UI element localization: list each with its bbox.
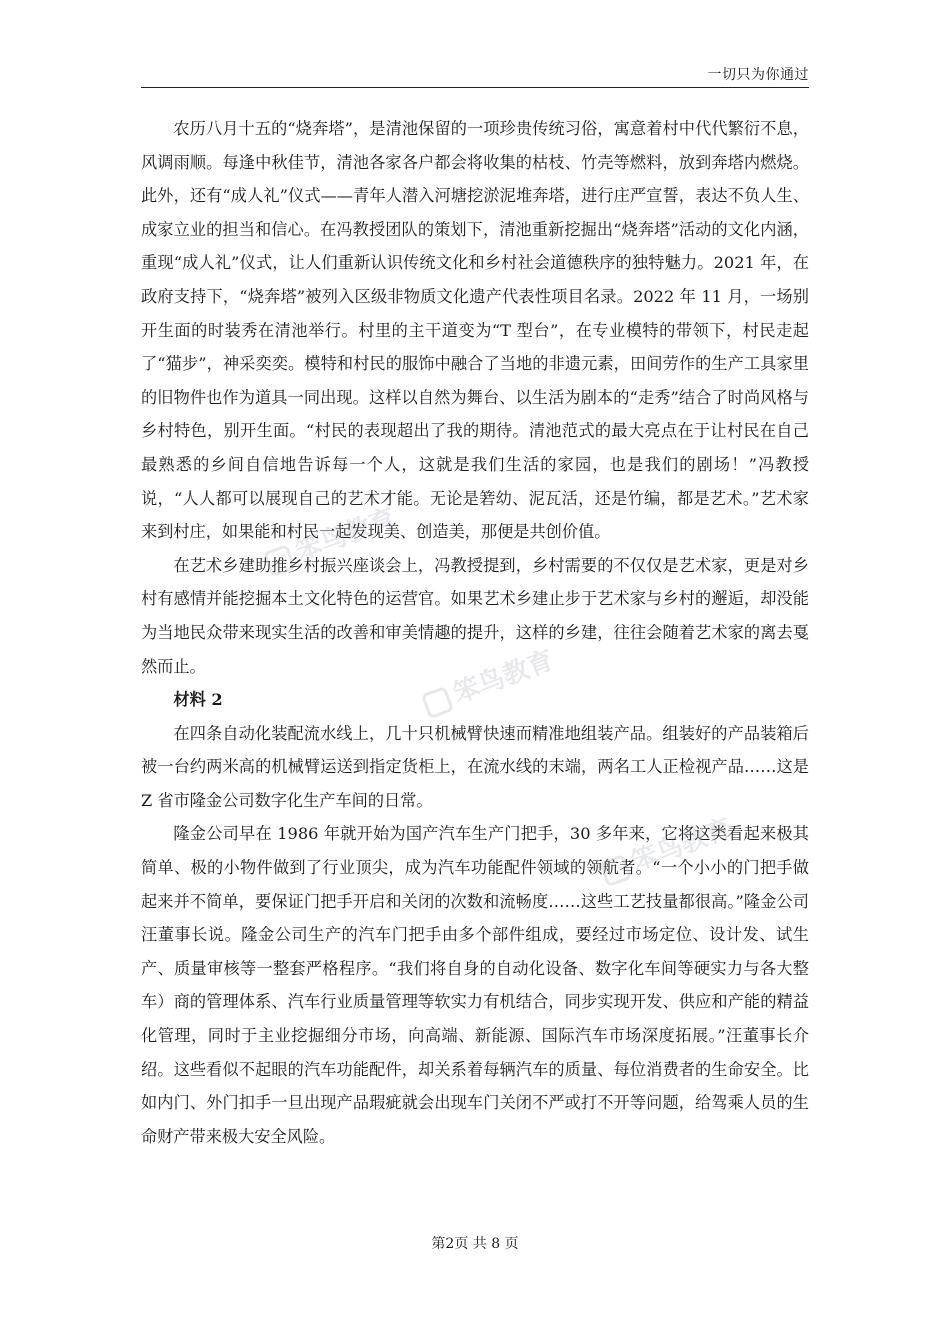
header-slogan: 一切只为你通过 <box>707 67 809 83</box>
page-footer: 第2页 共 8 页 <box>431 1236 519 1252</box>
paragraph: 在艺术乡建助推乡村振兴座谈会上，冯教授提到，乡村需要的不仅仅是艺术家，更是对乡村有感情并能挖掘本土文化特色的运营官。如果艺术乡建止步于艺术家与乡村的邂逅，却没能为当地民众带来现实生活的改善和审美情趣的提升，这样的乡建，往往会随着艺术家的离去戛然而止。 <box>141 555 809 676</box>
watermark-text: 笨鸟教育 <box>449 645 558 710</box>
section-heading: 材料 2 <box>173 690 223 710</box>
paragraph: 农历八月十五的“烧奔塔”，是清池保留的一项珍贵传统习俗，寓意着村中代代繁衍不息，风调雨顺。每逢中秋佳节，清池各家各户都会将收集的枯枝、竹壳等燃料，放到奔塔内燃烧。此外，还有“成人礼”仪式——青年人潜入河塘挖淤泥堆奔塔，进行庄严宣誓，表达不负人生、成家立业的担当和信心。在冯教授团队的策划下，清池重新挖掘出“烧奔塔”活动的文化内涵，重现“成人礼”仪式，让人们重新认识传统文化和乡村社会道德秩序的独特魅力。2021 年，在政府支持下，“烧奔塔”被列入区级非物质文化遗产代表性项目名录。2022 年 11 月，一场别开生面的时装秀在清池举行。村里的主干道变为“T 型台”，在专业模特的带领下，村民走起了“猫步”，神采奕奕。模特和村民的服饰中融合了当地的非遗元素，田间劳作的生产工具家里的旧物件也作为道具一同出现。这样以自然为舞台、以生活为剧本的“走秀”结合了时尚风格与乡村特色，别开生面。“村民的表现超出了我的期待。清池范式的最大亮点在于让村民在自己最熟悉的乡间自信地告诉每一个人，这就是我们生活的家园，也是我们的剧场！”冯教授说，“人人都可以展现自己的艺术才能。无论是箬幼、泥瓦活，还是竹编，都是艺术。”艺术家来到村庄，如果能和村民一起发现美、创造美，那便是共创价值。 <box>141 119 809 542</box>
header-rule <box>141 87 809 88</box>
watermark-text: 笨鸟教育 <box>291 503 400 568</box>
paragraph: 隆金公司早在 1986 年就开始为国产汽车生产门把手，30 多年来，它将这类看起来极其简单、极的小物件做到了行业顶尖，成为汽车功能配件领域的领航者。“一个小小的门把手做起来并不简单，要保证门把手开启和关闭的次数和流畅度……这些工艺技量都很高。”隆金公司汪董事长说。隆金公司生产的汽车门把手由多个部件组成，要经过市场定位、设计发、试生产、质量审核等一整套严格程序。“我们将自身的自动化设备、数字化车间等硬实力与各大整车）商的管理体系、汽车行业质量管理等软实力有机结合，同步实现开发、供应和产能的精益化管理，同时于主业挖掘细分市场，向高端、新能源、国际汽车市场深度拓展。”汪董事长介绍。这些看似不起眼的汽车功能配件，却关系着每辆汽车的质量、每位消费者的生命安全。比如内门、外门扣手一旦出现产品瑕疵就会出现车门关闭不严或打不开等问题，给驾乘人员的生命财产带来极大安全风险。 <box>141 824 809 1146</box>
document-body <box>141 112 809 1153</box>
paragraph: 在四条自动化装配流水线上，几十只机械臂快速而精准地组装产品。组装好的产品装箱后被一台约两米高的机械臂运送到指定货柜上，在流水线的末端，两名工人正检视产品……这是 Z 省市隆金公司数字化生产车间的日常。 <box>141 723 809 810</box>
watermark-text: 笨鸟教育 <box>627 813 736 878</box>
page-header <box>141 62 809 88</box>
